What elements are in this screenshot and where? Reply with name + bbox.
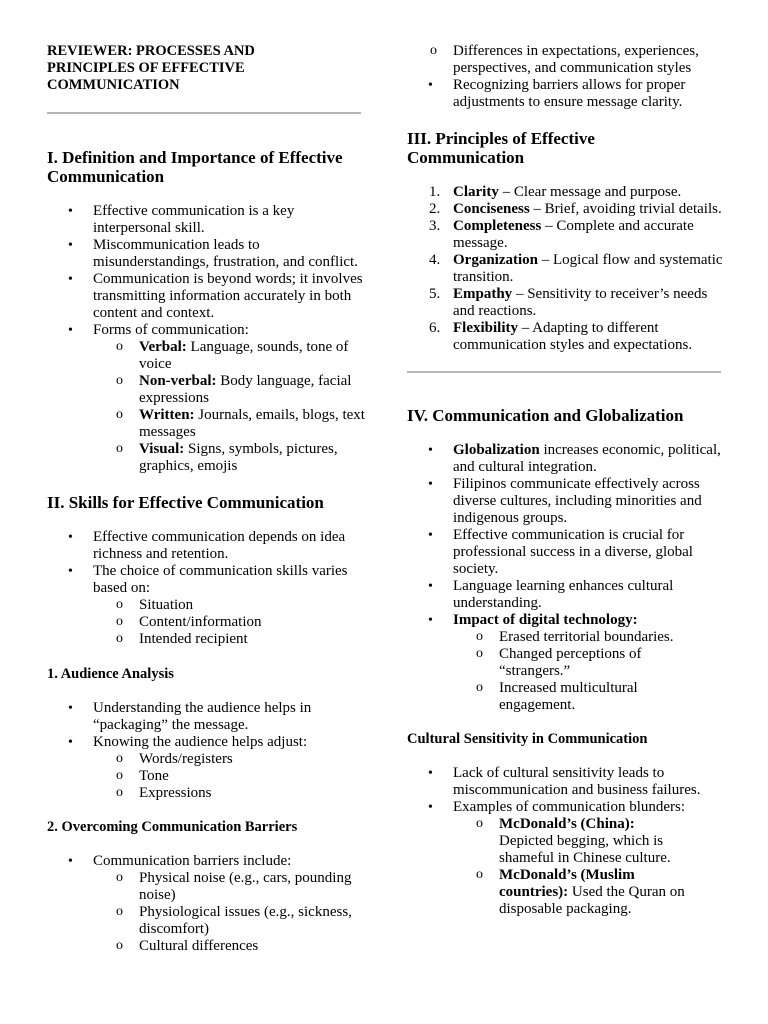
form-term: Verbal: xyxy=(139,339,187,355)
form-term: Written: xyxy=(139,407,195,423)
skills-list xyxy=(47,529,367,648)
subheading-communication-barriers: 2. Overcoming Communication Barriers xyxy=(47,819,298,835)
subheading-cultural-sensitivity: Cultural Sensitivity in Communication xyxy=(407,731,648,747)
barrier-item: o Differences in expectations, experiences, perspectives, and communication styles xyxy=(407,43,725,77)
subheading-audience-analysis: 1. Audience Analysis xyxy=(47,666,174,682)
list-item: • Effective communication depends on idea richness and retention. xyxy=(47,529,367,563)
adjust-item: o Expressions xyxy=(93,785,367,802)
digital-impact-list xyxy=(453,629,725,714)
section-heading-principles: III. Principles of Effective Communication xyxy=(407,129,595,167)
list-item xyxy=(47,563,367,648)
left-column xyxy=(47,43,367,955)
form-desc: Signs, symbols, pictures, graphics, emojis xyxy=(139,441,338,474)
principle-desc: – Logical flow and systematic transition. xyxy=(453,252,723,285)
blunder-term: McDonald’s (Muslim countries): xyxy=(499,867,635,900)
impact-item: o Erased territorial boundaries. xyxy=(453,629,725,646)
barrier-types-list xyxy=(93,870,367,955)
cultural-list xyxy=(407,765,725,918)
blunder-desc: Used the Quran on disposable packaging. xyxy=(499,884,685,917)
factor-item: o Content/information xyxy=(93,614,367,631)
globalization-list xyxy=(407,442,725,714)
document-title: REVIEWER: PROCESSES AND PRINCIPLES OF EFFECTIVE COMMUNICATION xyxy=(47,43,255,93)
list-item-text: Examples of communication blunders: xyxy=(453,799,686,815)
form-item-written xyxy=(93,407,367,441)
list-item: • Filipinos communicate effectively across diverse cultures, including minorities and indigenous groups. xyxy=(407,476,725,527)
form-desc: Language, sounds, tone of voice xyxy=(139,339,349,372)
list-item-text: The choice of communication skills varies based on: xyxy=(93,563,348,596)
list-item xyxy=(407,799,725,918)
factor-item: o Intended recipient xyxy=(93,631,367,648)
forms-list xyxy=(93,339,367,475)
list-item: • Miscommunication leads to misunderstandings, frustration, and conflict. xyxy=(47,237,367,271)
principle-term: Flexibility xyxy=(453,320,518,336)
principle-term: Completeness xyxy=(453,218,542,234)
principles-list xyxy=(407,184,725,354)
list-item xyxy=(47,853,367,955)
factor-item: o Situation xyxy=(93,597,367,614)
adjust-item: o Words/registers xyxy=(93,751,367,768)
continued-barriers-list xyxy=(407,43,725,77)
principle-item xyxy=(407,252,725,286)
principle-number: 5. xyxy=(429,286,441,302)
principle-desc: – Clear message and purpose. xyxy=(498,184,682,200)
blunders-list xyxy=(453,816,725,918)
section-heading-definition: I. Definition and Importance of Effective Communication xyxy=(47,148,343,186)
list-item: • Effective communication is a key interpersonal skill. xyxy=(47,203,367,237)
form-term: Visual: xyxy=(139,441,185,457)
barriers-list xyxy=(47,853,367,955)
section-heading-skills: II. Skills for Effective Communication xyxy=(47,493,324,512)
list-item xyxy=(47,322,367,475)
form-term: Non-verbal: xyxy=(139,373,217,389)
blunder-item xyxy=(453,867,725,918)
barrier-item: o Physical noise (e.g., cars, pounding noise) xyxy=(93,870,367,904)
principle-term: Organization xyxy=(453,252,538,268)
form-desc: Body language, facial expressions xyxy=(139,373,352,406)
blunder-item xyxy=(453,816,725,867)
principle-number: 2. xyxy=(429,201,441,217)
impact-item: o Changed perceptions of “strangers.” xyxy=(453,646,725,680)
list-item: • Language learning enhances cultural understanding. xyxy=(407,578,725,612)
factors-list xyxy=(93,597,367,648)
section-heading-globalization: IV. Communication and Globalization xyxy=(407,406,684,425)
digital-impact-label: Impact of digital technology: xyxy=(453,612,638,628)
adjust-list xyxy=(93,751,367,802)
audience-list xyxy=(47,700,367,802)
list-item xyxy=(407,442,725,476)
continued-list xyxy=(407,77,725,111)
principle-term: Conciseness xyxy=(453,201,530,217)
right-column xyxy=(407,43,725,918)
impact-item: o Increased multicultural engagement. xyxy=(453,680,725,714)
list-item: • Lack of cultural sensitivity leads to miscommunication and business failures. xyxy=(407,765,725,799)
principle-desc: – Complete and accurate message. xyxy=(453,218,694,251)
list-item-text: Communication barriers include: xyxy=(93,853,292,869)
form-item-verbal xyxy=(93,339,367,373)
list-item xyxy=(47,734,367,802)
list-item: • Effective communication is crucial for professional success in a diverse, global society. xyxy=(407,527,725,578)
principle-number: 3. xyxy=(429,218,441,234)
section-divider xyxy=(407,371,721,373)
barrier-item: o Physiological issues (e.g., sickness, discomfort) xyxy=(93,904,367,938)
principle-item xyxy=(407,320,725,354)
list-item: • Recognizing barriers allows for proper adjustments to ensure message clarity. xyxy=(407,77,725,111)
blunder-term: McDonald’s (China): xyxy=(499,816,635,832)
principle-number: 1. xyxy=(429,184,441,200)
globalization-desc: increases economic, political, and cultural integration. xyxy=(453,442,721,475)
principle-number: 6. xyxy=(429,320,441,336)
list-item: • Understanding the audience helps in “packaging” the message. xyxy=(47,700,367,734)
principle-desc: – Sensitivity to receiver’s needs and reactions. xyxy=(453,286,708,319)
principle-term: Empathy xyxy=(453,286,513,302)
principle-number: 4. xyxy=(429,252,441,268)
list-item: • Communication is beyond words; it involves transmitting information accurately in both content and context. xyxy=(47,271,367,322)
principle-term: Clarity xyxy=(453,184,499,200)
title-divider xyxy=(47,112,361,114)
principle-item xyxy=(407,286,725,320)
list-item-text: Forms of communication: xyxy=(93,322,249,338)
form-item-nonverbal xyxy=(93,373,367,407)
principle-desc: – Brief, avoiding trivial details. xyxy=(529,201,722,217)
definition-list xyxy=(47,203,367,475)
list-item-text: Knowing the audience helps adjust: xyxy=(93,734,308,750)
principle-item xyxy=(407,201,725,218)
principle-item xyxy=(407,218,725,252)
principle-desc: – Adapting to different communication styles and expectations. xyxy=(453,320,693,353)
list-item xyxy=(407,612,725,714)
adjust-item: o Tone xyxy=(93,768,367,785)
barrier-item: o Cultural differences xyxy=(93,938,367,955)
globalization-term: Globalization xyxy=(453,442,540,458)
form-item-visual xyxy=(93,441,367,475)
principle-item xyxy=(407,184,725,201)
form-desc: Journals, emails, blogs, text messages xyxy=(139,407,365,440)
blunder-desc: Depicted begging, which is shameful in Chinese culture. xyxy=(499,833,671,866)
